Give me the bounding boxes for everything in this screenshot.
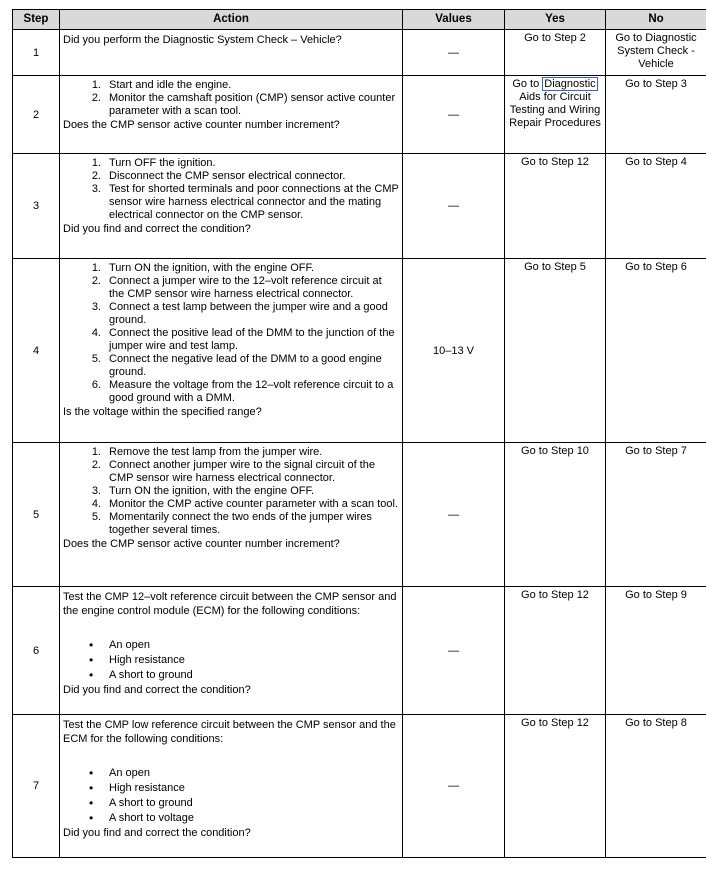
question-text: Did you find and correct the condition? [63, 684, 251, 696]
step-number: 5 [13, 443, 60, 587]
table-row [13, 30, 706, 76]
no-cell [606, 715, 706, 858]
no-cell [606, 154, 706, 259]
no-text: Go to Step 9 [625, 589, 687, 601]
action-text: Did you perform the Diagnostic System Check – Vehicle? [63, 34, 342, 46]
table-row [13, 443, 706, 587]
yes-cell: Go to Diagnostic Aids for Circuit Testing and Wiring Repair Procedures [505, 76, 606, 154]
header-values: Values [403, 10, 505, 30]
list-item: 2. Connect another jumper wire to the signal circuit of the CMP sensor wire harness electrical connector. [91, 459, 375, 484]
list-item: • A short to voltage [63, 811, 399, 826]
question-text: Does the CMP sensor active counter number increment? [63, 119, 340, 131]
question-text: Is the voltage within the specified range? [63, 406, 262, 418]
action-cell [60, 30, 403, 76]
step-list [63, 262, 399, 405]
list-item: 2. Disconnect the CMP sensor electrical connector. [91, 170, 346, 182]
action-text: Test the CMP 12–volt reference circuit between the CMP sensor and the engine control module (ECM) for the following conditions: [63, 591, 397, 617]
condition-list [63, 766, 399, 826]
action-cell [60, 76, 403, 154]
no-cell [606, 259, 706, 443]
list-item: 3. Turn ON the ignition, with the engine OFF. [91, 485, 315, 497]
value-cell: — [403, 443, 505, 587]
list-item: 2. Monitor the camshaft position (CMP) sensor active counter parameter with a scan tool. [91, 92, 396, 117]
value-cell: — [403, 587, 505, 715]
list-item: 4. Connect the positive lead of the DMM to the junction of the jumper wire and test lamp. [91, 327, 395, 352]
step-number: 2 [13, 76, 60, 154]
table-row [13, 715, 706, 858]
action-cell [60, 154, 403, 259]
step-number: 6 [13, 587, 60, 715]
question-text: Did you find and correct the condition? [63, 223, 251, 235]
yes-text: Go to Step 5 [524, 261, 586, 273]
no-text: Go to Step 7 [625, 445, 687, 457]
yes-cell [505, 154, 606, 259]
list-item: 1. Remove the test lamp from the jumper wire. [91, 446, 323, 458]
value-cell: — [403, 76, 505, 154]
header-yes: Yes [505, 10, 606, 30]
list-item: • A short to ground [63, 668, 399, 683]
list-item: • High resistance [63, 781, 399, 796]
no-text: Go to Step 8 [625, 717, 687, 729]
list-item: 1. Turn ON the ignition, with the engine OFF. [91, 262, 315, 274]
step-list [63, 446, 399, 537]
question-text: Does the CMP sensor active counter number increment? [63, 538, 340, 550]
list-item: 3. Connect a test lamp between the jumper wire and a good ground. [91, 301, 388, 326]
action-text: Test the CMP low reference circuit between the CMP sensor and the ECM for the following conditions: [63, 719, 396, 745]
yes-text: Go to Step 10 [521, 445, 589, 457]
list-item: 1. Turn OFF the ignition. [91, 157, 216, 169]
list-item: • High resistance [63, 653, 399, 668]
header-action: Action [60, 10, 403, 30]
list-item: 1. Start and idle the engine. [91, 79, 232, 91]
header-no: No [606, 10, 706, 30]
list-item: • A short to ground [63, 796, 399, 811]
diagnostic-link[interactable]: Diagnostic [544, 78, 596, 90]
yes-cell [505, 30, 606, 76]
header-row [13, 10, 706, 30]
list-item: 5. Connect the negative lead of the DMM to a good engine ground. [91, 353, 382, 378]
no-text: Go to Step 6 [625, 261, 687, 273]
step-number: 7 [13, 715, 60, 858]
question-text: Did you find and correct the condition? [63, 827, 251, 839]
list-item: • An open [63, 638, 399, 653]
step-number: 3 [13, 154, 60, 259]
condition-list [63, 638, 399, 683]
no-cell [606, 30, 706, 76]
yes-cell [505, 259, 606, 443]
diagnostic-table [12, 9, 706, 858]
yes-text: Go to Step 12 [521, 717, 589, 729]
yes-text: Go to Step 2 [524, 32, 586, 44]
no-text: Go to Step 4 [625, 156, 687, 168]
table-row [13, 154, 706, 259]
action-cell [60, 715, 403, 858]
table-row [13, 259, 706, 443]
yes-text: Go to Step 12 [521, 589, 589, 601]
list-item: 6. Measure the voltage from the 12–volt reference circuit to a good ground with a DMM. [91, 379, 394, 404]
no-text: Go to Diagnostic System Check - Vehicle [615, 32, 697, 70]
value-cell: 10–13 V [403, 259, 505, 443]
table-row [13, 76, 706, 154]
action-cell [60, 443, 403, 587]
action-cell [60, 259, 403, 443]
yes-cell [505, 587, 606, 715]
value-cell: — [403, 154, 505, 259]
yes-text: Go to Step 12 [521, 156, 589, 168]
step-number: 4 [13, 259, 60, 443]
no-text: Go to Step 3 [625, 78, 687, 90]
no-cell [606, 443, 706, 587]
no-cell [606, 76, 706, 154]
yes-cell [505, 715, 606, 858]
list-item: 5. Momentarily connect the two ends of the jumper wires together several times. [91, 511, 372, 536]
list-item: 4. Monitor the CMP active counter parameter with a scan tool. [91, 498, 398, 510]
no-cell [606, 587, 706, 715]
header-step: Step [13, 10, 60, 30]
yes-cell [505, 443, 606, 587]
list-item: 3. Test for shorted terminals and poor connections at the CMP sensor wire harness electrical connector and the mating electrical connector on the CMP sensor. [91, 183, 399, 221]
list-item: 2. Connect a jumper wire to the 12–volt reference circuit at the CMP sensor wire harness electrical connector. [91, 275, 382, 300]
value-cell: — [403, 715, 505, 858]
step-number: 1 [13, 30, 60, 76]
step-list [63, 157, 399, 222]
step-list [63, 79, 399, 118]
value-cell: — [403, 30, 505, 76]
table-row [13, 587, 706, 715]
list-item: • An open [63, 766, 399, 781]
action-cell [60, 587, 403, 715]
